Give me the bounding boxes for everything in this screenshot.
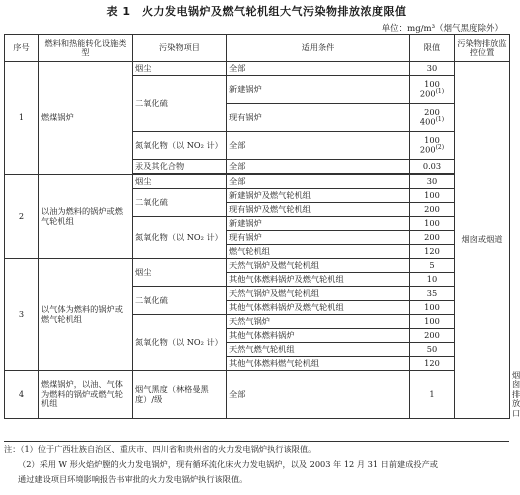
condition: 现有锅炉及燃气轮机组	[227, 203, 410, 217]
limit-value-a: 200	[424, 106, 440, 117]
footnote-mark: (2)	[435, 144, 445, 152]
pollutant: 烟尘	[133, 259, 227, 287]
condition: 天然气锅炉及燃气轮机组	[227, 259, 410, 273]
limit-value: 10	[410, 273, 455, 287]
condition: 全部	[227, 175, 410, 189]
header-monitor: 污染物排放监控位置	[455, 35, 510, 62]
limit-value: 50	[410, 343, 455, 357]
header-fuel: 燃料和热能转化设施类型	[39, 35, 133, 62]
emission-limits-table	[4, 34, 520, 419]
condition: 全部	[227, 371, 410, 419]
note-2: （2）采用 W 形火焰炉膛的火力发电锅炉，现有循环流化床火力发电锅炉，以及 2003 年 12 月 31 日前建成投产或	[18, 459, 438, 469]
condition: 全部	[227, 160, 410, 174]
header-limit: 限值	[410, 35, 455, 62]
limit-value: 100	[410, 217, 455, 231]
limit-value-b: 200$^{(1)}$	[419, 88, 445, 99]
limit-value: 120	[410, 245, 455, 259]
condition: 新建锅炉	[227, 217, 410, 231]
row-no: 1	[5, 62, 39, 175]
condition: 新建锅炉及燃气轮机组	[227, 189, 410, 203]
header-condition: 适用条件	[227, 35, 410, 62]
condition: 天然气燃气轮机组	[227, 343, 410, 357]
limit-value-b: 400$^{(1)}$	[419, 116, 445, 127]
limit-value-a: 100	[424, 78, 440, 89]
limit-value: 100	[410, 189, 455, 203]
condition: 天然气锅炉及燃气轮机组	[227, 287, 410, 301]
condition: 全部	[227, 62, 410, 76]
header-no: 序号	[5, 35, 39, 62]
row-no: 4	[5, 371, 39, 419]
header-row	[5, 35, 510, 62]
fuel-type: 以油为燃料的锅炉或燃气轮机组	[39, 175, 133, 259]
footnote-mark: (1)	[435, 116, 445, 124]
condition: 现有锅炉	[227, 231, 410, 245]
limit-value: 35	[410, 287, 455, 301]
limit-value: 1	[410, 371, 455, 419]
table-row	[5, 175, 510, 189]
pollutant: 汞及其化合物	[133, 160, 227, 174]
fuel-type: 燃煤锅炉，以油、气体为燃料的锅炉或燃气轮机组	[39, 371, 133, 419]
limit-value-a: 100	[424, 134, 440, 145]
limit-value	[410, 104, 455, 132]
footnote-mark: (1)	[435, 88, 445, 96]
condition: 其他气体燃料锅炉	[227, 329, 410, 343]
condition: 现有锅炉	[227, 104, 410, 132]
pollutant: 烟尘	[133, 62, 227, 76]
limit-value: 5	[410, 259, 455, 273]
condition: 天然气锅炉	[227, 315, 410, 329]
limit-value: 200	[410, 329, 455, 343]
note-1: 注：（1）位于广西壮族自治区、重庆市、四川省和贵州省的火力发电锅炉执行该限值。	[4, 444, 317, 454]
pollutant: 二氧化硫	[133, 287, 227, 315]
condition: 新建锅炉	[227, 76, 410, 104]
limit-value	[410, 132, 455, 160]
pollutant: 烟气黑度（林格曼黑度）/级	[133, 371, 227, 419]
fuel-type: 以气体为燃料的锅炉或燃气轮机组	[39, 259, 133, 371]
condition: 其他气体燃料锅炉及燃气轮机组	[227, 301, 410, 315]
table-title: 表 1 火力发电锅炉及燃气轮机组大气污染物排放浓度限值	[106, 5, 407, 18]
limit-value: 200	[410, 231, 455, 245]
row-no: 2	[5, 175, 39, 259]
pollutant: 烟尘	[133, 175, 227, 189]
fuel-type: 燃煤锅炉	[39, 62, 133, 175]
monitor-location: 烟囱或烟道	[455, 62, 510, 419]
pollutant: 二氧化硫	[133, 189, 227, 217]
pollutant: 氮氧化物（以 NO₂ 计）	[133, 132, 227, 160]
pollutant: 二氧化硫	[133, 76, 227, 132]
limit-value: 120	[410, 357, 455, 371]
pollutant: 氮氧化物（以 NO₂ 计）	[133, 217, 227, 259]
table-notes	[4, 441, 509, 487]
limit-value: 30	[410, 175, 455, 189]
note-2-cont: 通过建设项目环境影响报告书审批的火力发电锅炉执行该限值。	[18, 474, 248, 484]
pollutant: 氮氧化物（以 NO₂ 计）	[133, 315, 227, 371]
limit-value: 0.03	[410, 160, 455, 174]
condition: 全部	[227, 132, 410, 160]
table-row	[5, 259, 510, 273]
limit-value: 200	[410, 203, 455, 217]
limit-value: 100	[410, 301, 455, 315]
limit-value: 100	[410, 315, 455, 329]
table-row: 4 燃煤锅炉，以油、气体为燃料的锅炉或燃气轮机组 烟气黑度（林格曼黑度）/级 全部 1 烟囱排放口	[5, 371, 510, 419]
table-row	[5, 62, 510, 76]
row-no: 3	[5, 259, 39, 371]
unit-label: 单位：mg/m³（烟气黑度除外）	[381, 24, 503, 34]
condition: 其他气体燃料燃气轮机组	[227, 357, 410, 371]
condition: 燃气轮机组	[227, 245, 410, 259]
condition: 其他气体燃料锅炉及燃气轮机组	[227, 273, 410, 287]
limit-value	[410, 76, 455, 104]
header-pollutant: 污染物项目	[133, 35, 227, 62]
limit-value-b: 200$^{(2)}$	[419, 144, 445, 155]
limit-value: 30	[410, 62, 455, 76]
